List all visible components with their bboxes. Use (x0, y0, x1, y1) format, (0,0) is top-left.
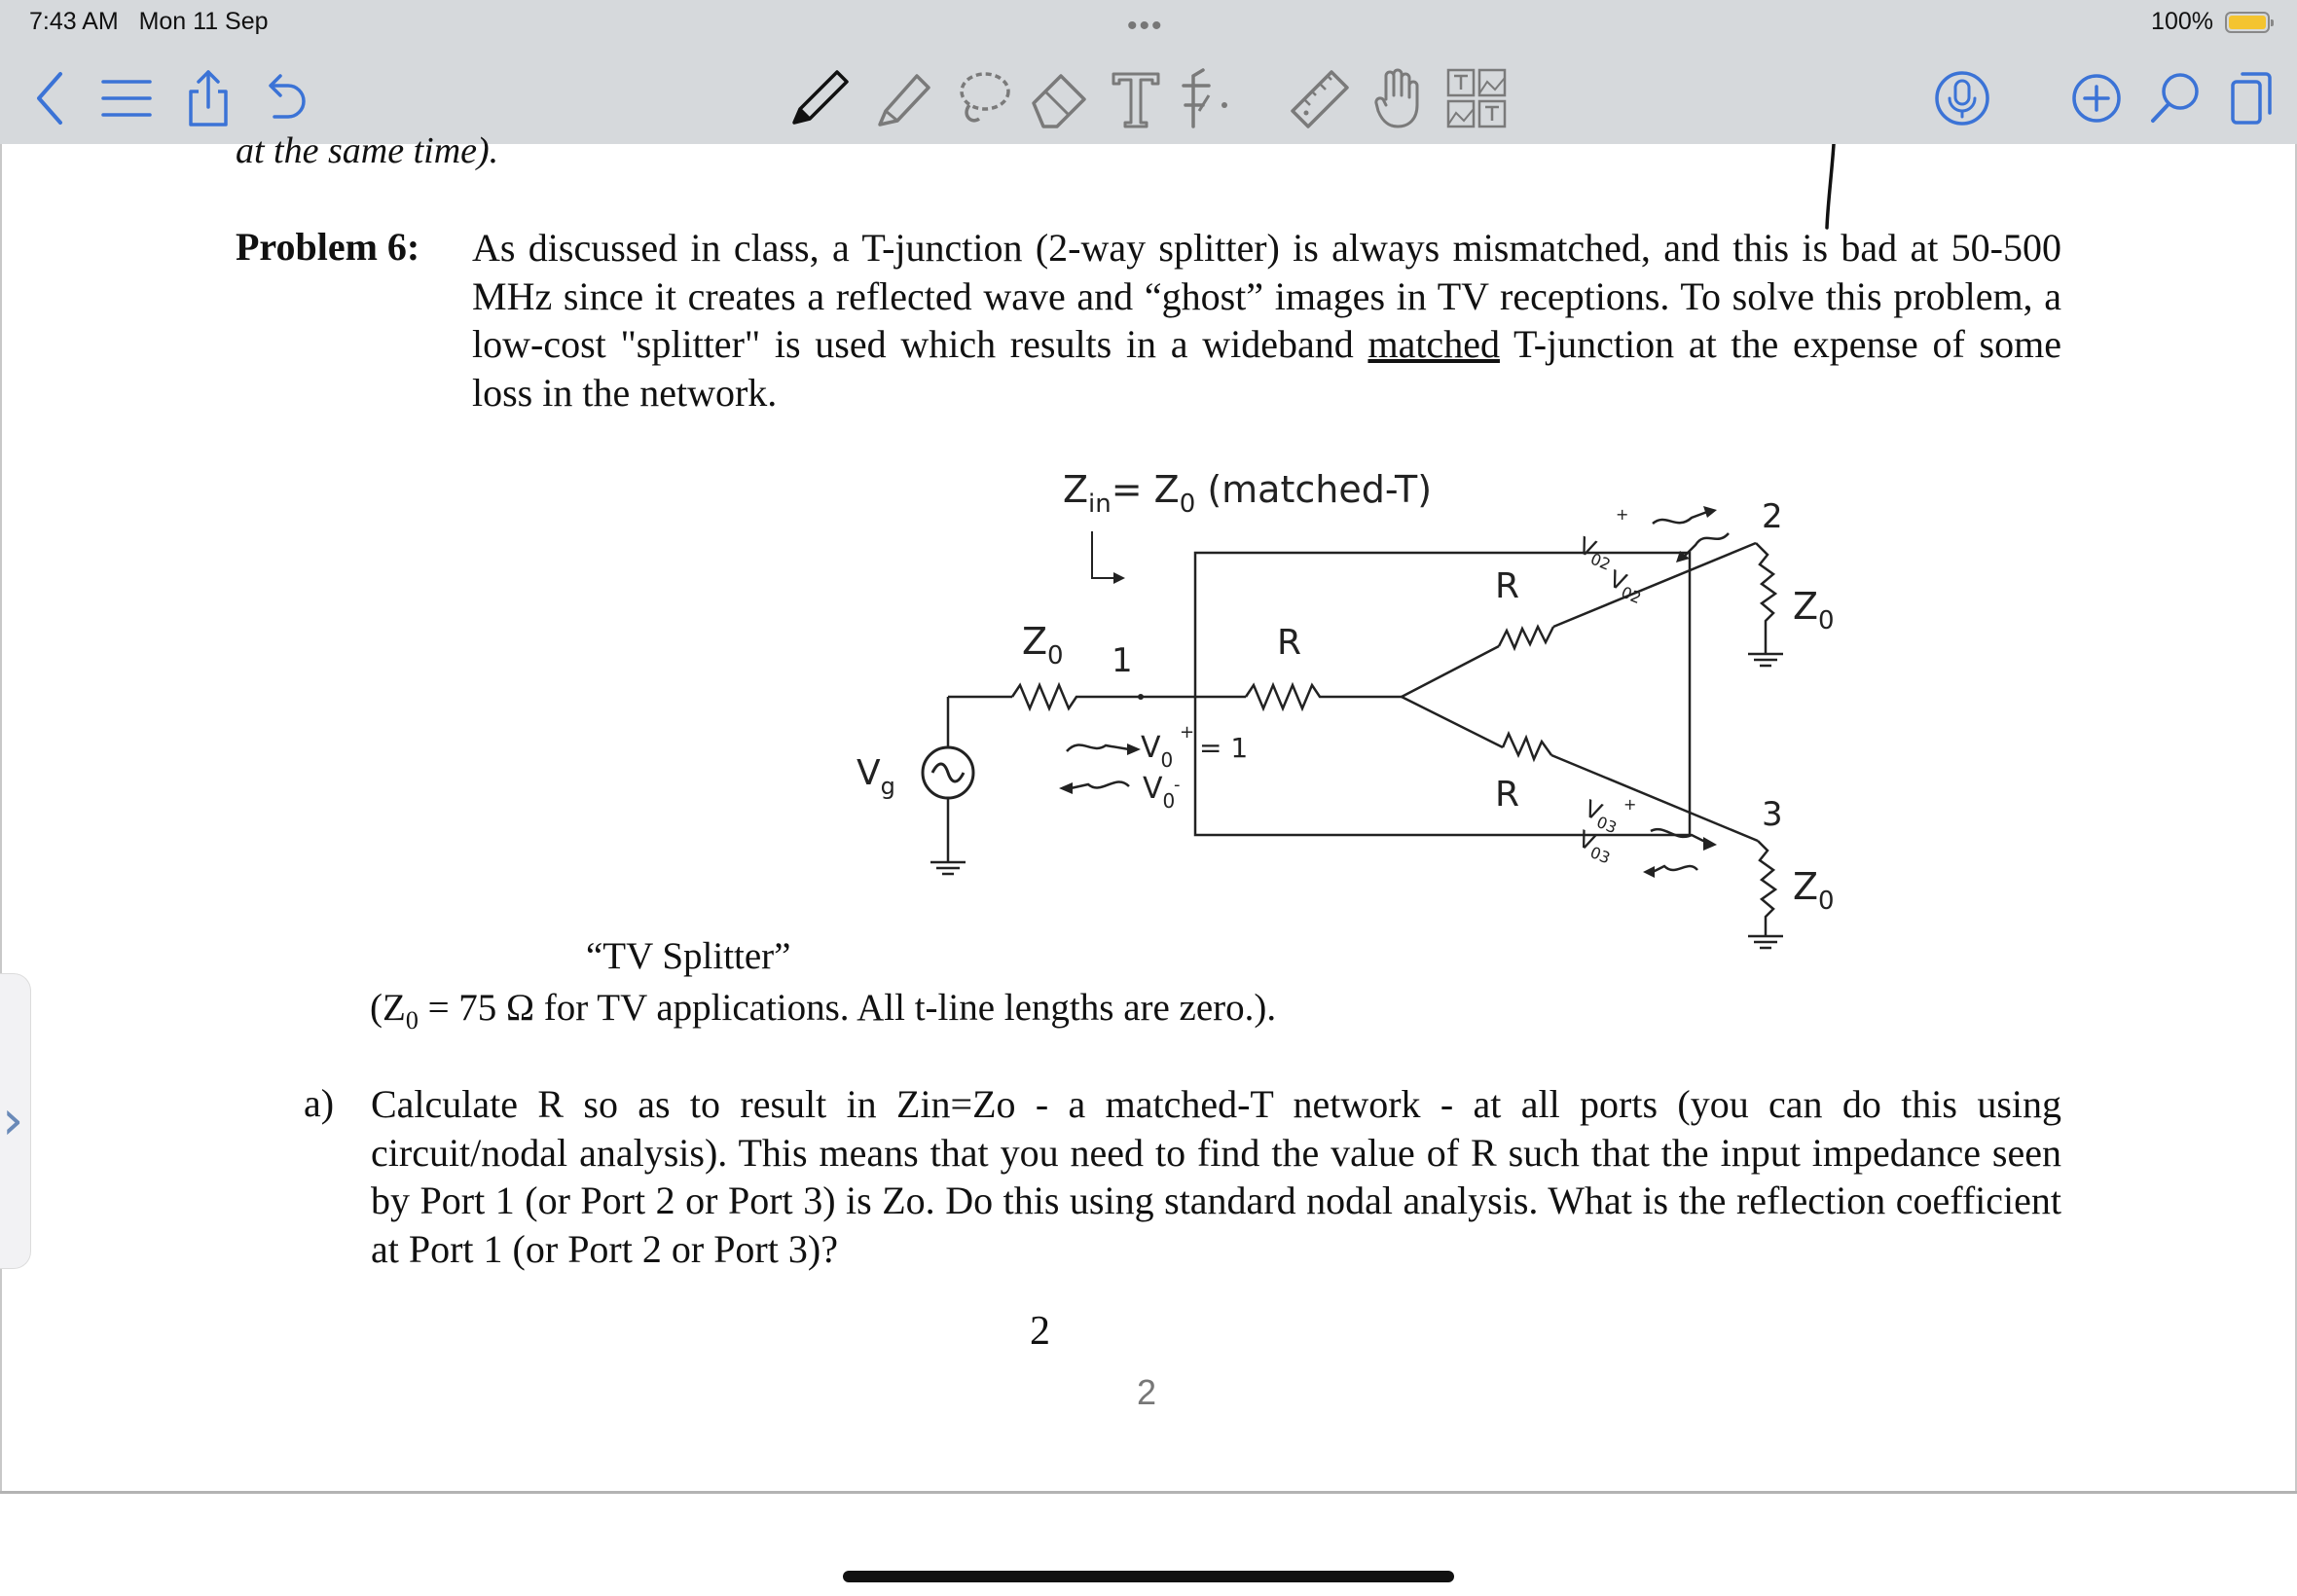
v03-plus-sign: + (1623, 795, 1637, 814)
hand-icon[interactable] (1372, 68, 1423, 128)
multitask-dots[interactable]: ••• (1127, 10, 1164, 42)
part-a-marker: a) (304, 1081, 335, 1125)
v0-minus-label: $V_0$ (1143, 772, 1176, 813)
sidebar-expand-tab[interactable] (0, 973, 31, 1269)
v02-plus-label: $V_{02}$ (1574, 531, 1614, 574)
problem-text-part2: T-junction at the expense of some loss in the network. (472, 322, 2061, 415)
tv-splitter-circuit (837, 463, 1849, 969)
time-text: 7:43 AM (29, 8, 119, 35)
z0-left-label: $Z_0$ (1022, 620, 1064, 671)
caption-note-pre: (Z (370, 987, 406, 1029)
port2-label: 2 (1762, 497, 1783, 536)
z0-right-bottom-label: $Z_0$ (1793, 865, 1835, 916)
ruler-icon[interactable] (1287, 68, 1353, 128)
shapes-icon[interactable] (1174, 68, 1252, 128)
battery-icon (2225, 12, 2270, 33)
problem-text-part1: As discussed in class, a T-junction (2-way splitter) is always mismatched, and this is bad at 50-500 MHz since it creates a reflected wave and “ghost” images in TV receptions. To solve this problem, a low-cost "splitter" is used which results in a wideband (472, 226, 2061, 366)
image-text-icon[interactable] (1444, 68, 1509, 128)
search-icon[interactable] (2147, 68, 2202, 128)
caption-note-sub: 0 (405, 1005, 419, 1034)
page-view-icon[interactable] (2229, 68, 2274, 128)
v0-plus-sign: + (1180, 722, 1195, 743)
port3-label: 3 (1762, 795, 1783, 834)
back-icon[interactable] (29, 68, 72, 128)
list-icon[interactable] (99, 68, 154, 128)
share-icon[interactable] (185, 68, 232, 128)
microphone-icon[interactable] (1935, 68, 1989, 128)
page-number-printed: 2 (1030, 1309, 1050, 1354)
v0-plus-label: $V_0$ (1141, 731, 1174, 772)
part-a-text: Calculate R so as to result in Zin=Zo - a matched-T network - at all ports (you can do this using circuit/nodal analysis). This means that you need to find the value of R such that the input impedance seen by Port 1 (or Port 2 or Port 3) is Zo. Do this using standard nodal analysis. What is the reflection coefficient at Port 1 (or Port 2 or Port 3)? (371, 1082, 2061, 1271)
figure-caption-note (370, 986, 1276, 1035)
date-text: Mon 11 Sep (138, 8, 269, 35)
cutoff-text-line: at the same time). (236, 130, 499, 171)
highlighter-icon[interactable] (870, 68, 936, 128)
port1-label: 1 (1112, 641, 1133, 680)
eraser-icon[interactable] (1026, 68, 1092, 128)
zin-label: $Z_{in}= Z_0$ (matched-T) (1063, 468, 1433, 519)
page-left-edge (0, 144, 2, 1493)
vg-label: $V_g$ (857, 753, 895, 800)
v0-minus-sign: - (1174, 775, 1181, 795)
caption-note-post: = 75 Ω for TV applications. All t-line lengths are zero.). (418, 987, 1277, 1029)
r-top-label: R (1495, 566, 1520, 606)
page-number-indicator: 2 (1137, 1372, 1157, 1412)
page-separator (0, 1491, 2297, 1494)
problem-label: Problem 6: (236, 225, 420, 269)
status-time (29, 8, 269, 36)
add-page-icon[interactable] (2071, 68, 2122, 128)
lasso-icon[interactable] (952, 68, 1014, 128)
z0-right-top-label: $Z_0$ (1793, 585, 1835, 635)
figure-caption-title: “TV Splitter” (586, 935, 791, 977)
home-indicator[interactable] (843, 1571, 1454, 1582)
v03-plus-label: $V_{03}$ (1581, 794, 1620, 838)
problem-paragraph (472, 224, 2061, 417)
pen-icon[interactable] (786, 68, 855, 128)
r-bottom-label: R (1495, 775, 1520, 815)
v02-minus-label: $V_{02}$ (1605, 564, 1644, 608)
v0-equals-one: = 1 (1199, 732, 1249, 764)
v03-minus-label: $V_{03}$ (1574, 824, 1614, 868)
text-tool-icon[interactable] (1110, 68, 1162, 128)
r-center-label: R (1277, 623, 1302, 663)
handwritten-stroke (1822, 144, 1841, 232)
underlined-word: matched (1367, 322, 1500, 366)
chevron-right-icon: › (2, 1089, 24, 1152)
undo-icon[interactable] (259, 68, 310, 128)
top-toolbar (0, 0, 2297, 145)
battery-percent: 100% (2151, 8, 2213, 35)
v02-plus-sign: + (1616, 505, 1629, 524)
